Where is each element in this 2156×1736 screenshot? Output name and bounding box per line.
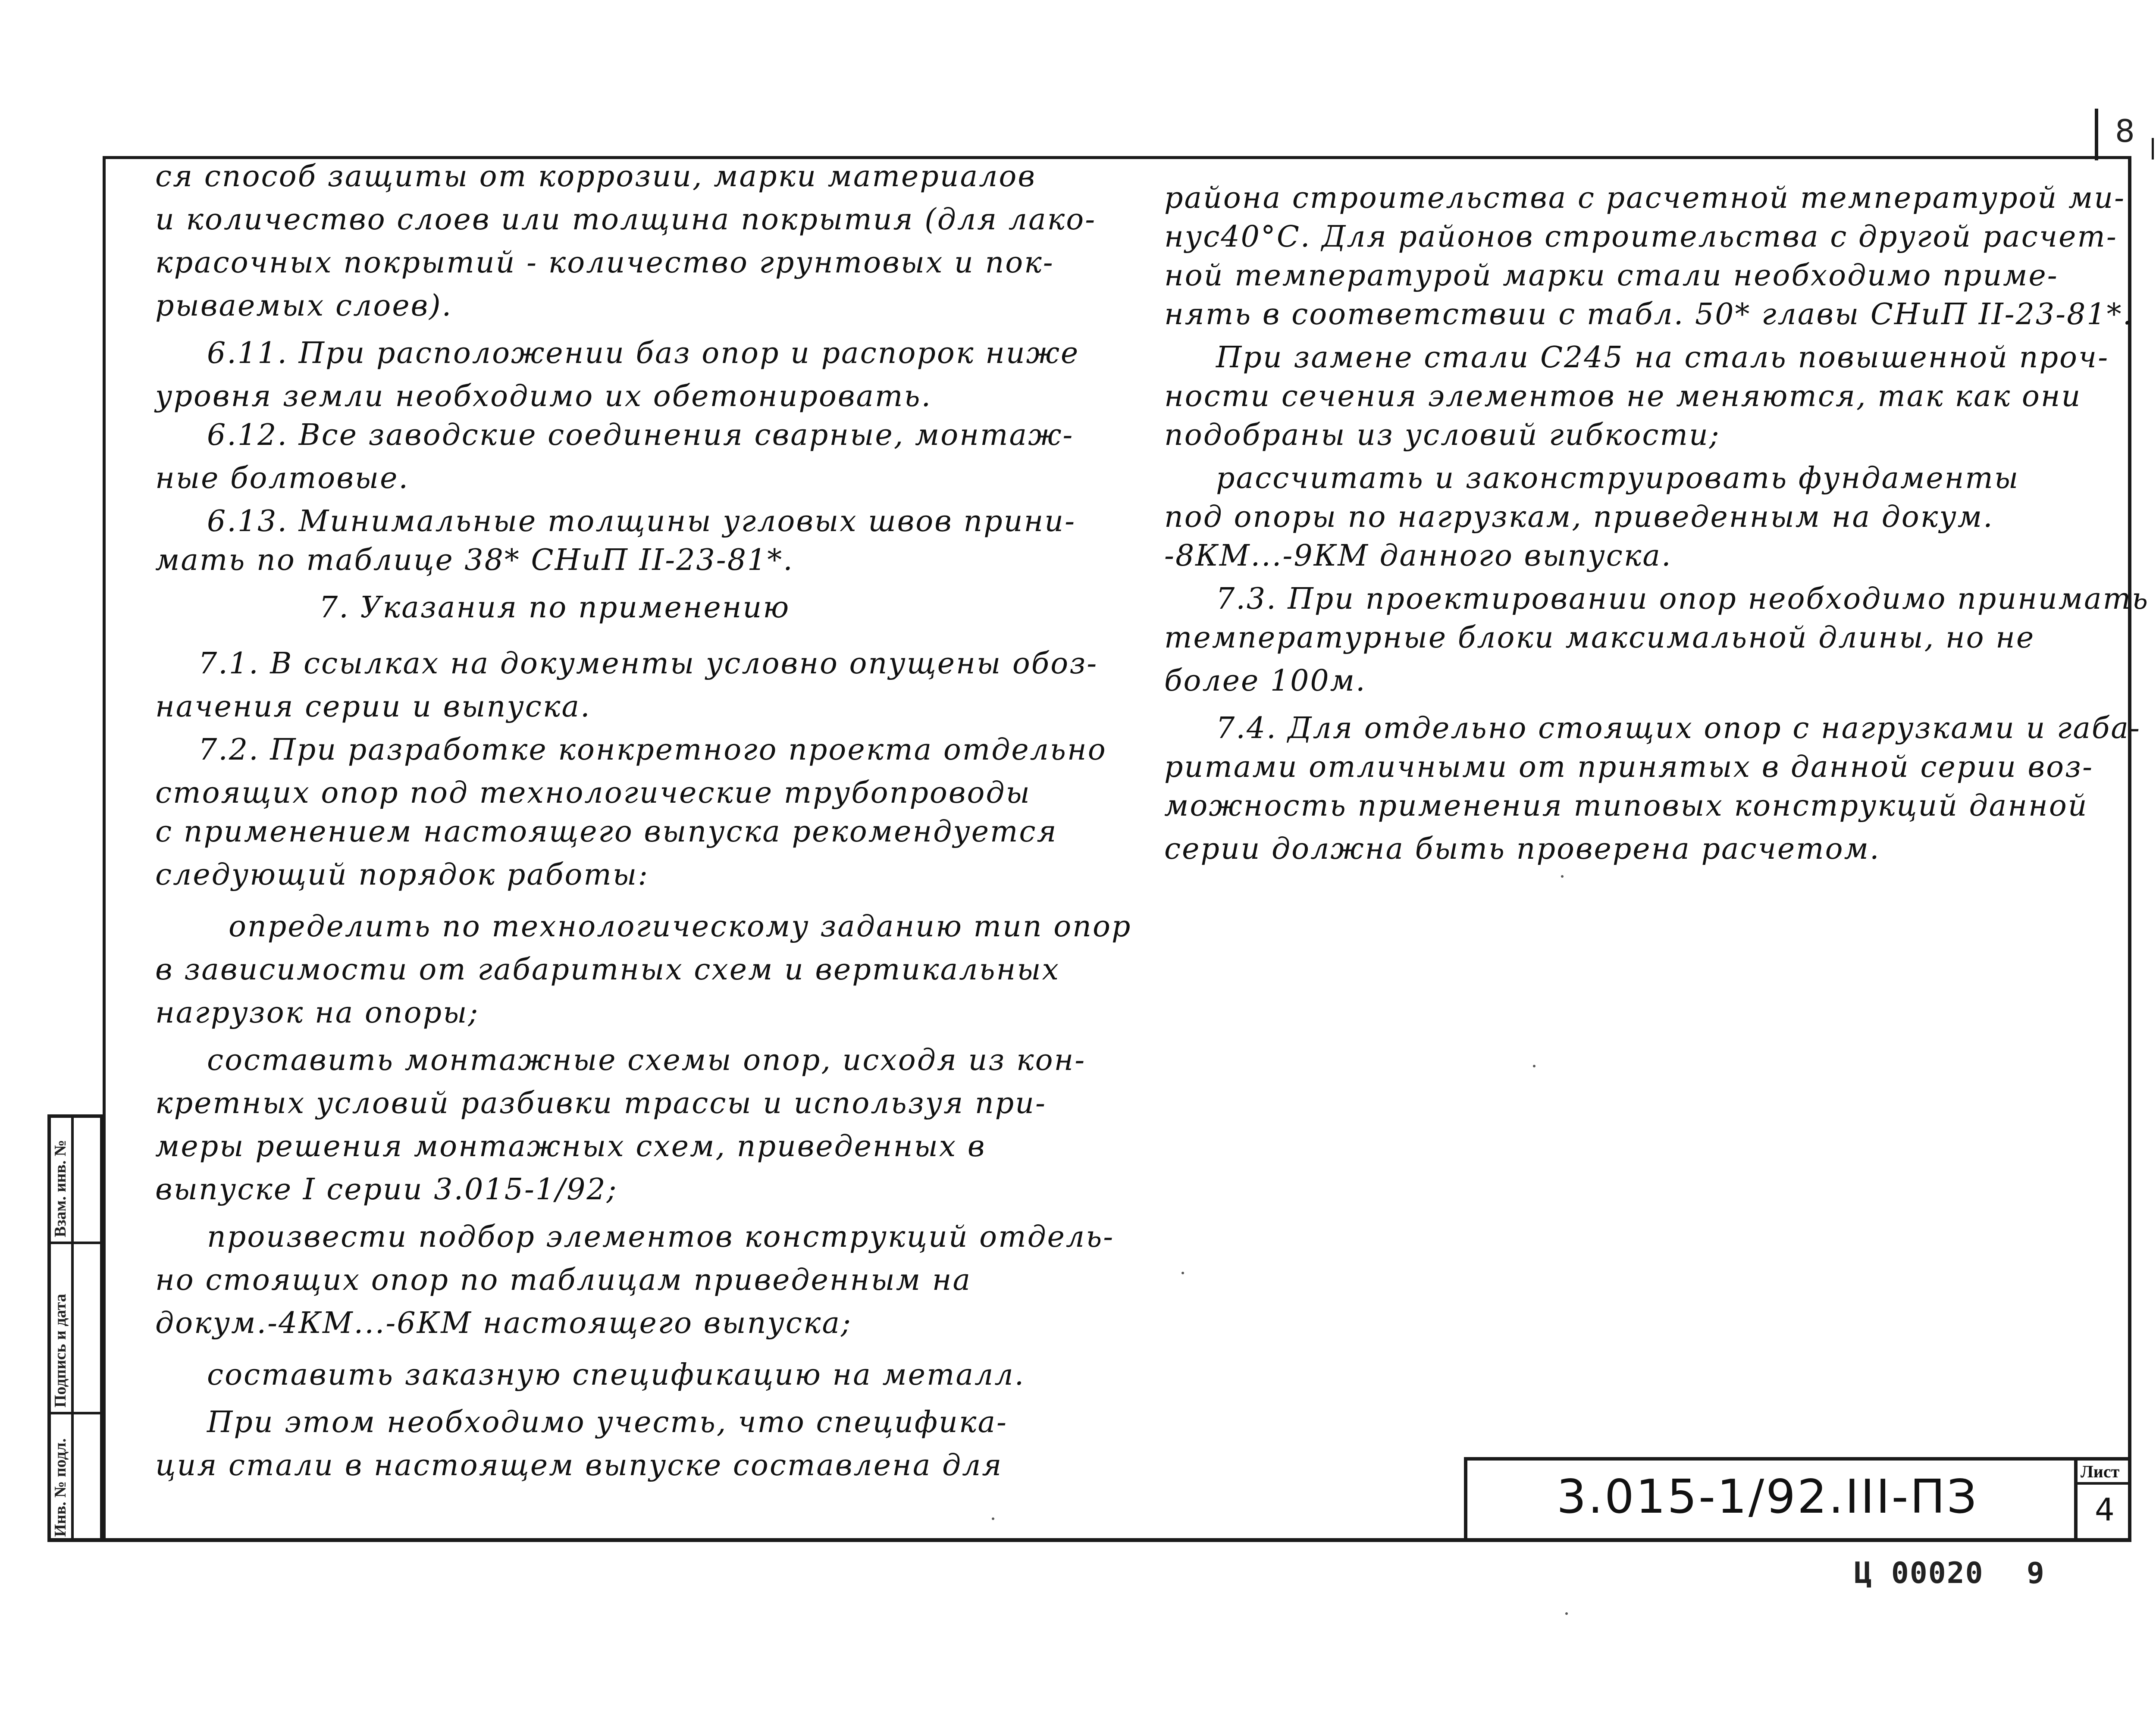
left-line-9: 6.13. Минимальные толщины угловых швов прини- [207, 504, 1076, 538]
left-line-22: кретных условий разбивки трассы и используя при- [155, 1086, 1047, 1120]
sheet-label-divider [2074, 1482, 2131, 1485]
right-line-5: При замене стали С245 на сталь повышенной проч- [1216, 341, 2109, 375]
left-line-1: ся способ защиты от коррозии, марки материалов [155, 160, 1036, 194]
right-line-17: серии должна быть проверена расчетом. [1164, 832, 1880, 866]
left-line-17: следующий порядок работы: [155, 858, 649, 892]
archive-code: Ц 00020 [1854, 1556, 1984, 1590]
side-stamp-divider-vertical [71, 1114, 74, 1542]
page-number-top: 8 [2115, 113, 2135, 149]
scan-speck [1181, 1272, 1184, 1274]
right-line-9: под опоры по нагрузкам, приведенным на докум. [1164, 500, 1994, 534]
right-line-1: района строительства с расчетной температурой ми- [1164, 181, 2126, 215]
title-block-divider [2074, 1457, 2078, 1542]
left-line-12: 7.1. В ссылках на документы условно опущены обоз- [198, 647, 1098, 681]
footer-page-number: 9 [2027, 1556, 2045, 1590]
left-line-14: 7.2. При разработке конкретного проекта отдельно [198, 733, 1107, 767]
document-code: 3.015-1/92.III-ПЗ [1557, 1470, 1978, 1524]
left-line-24: выпуске I серии 3.015-1/92; [155, 1173, 618, 1207]
right-line-10: -8КМ...-9КМ данного выпуска. [1164, 539, 1672, 573]
right-text-column [1164, 181, 2150, 914]
right-line-11: 7.3. При проектировании опор необходимо принимать [1216, 582, 2150, 616]
left-line-15: стоящих опор под технологические трубопроводы [155, 776, 1031, 810]
right-line-15: ритами отличными от принятых в данной серии воз- [1164, 750, 2094, 784]
right-line-2: нус40°С. Для районов строительства с другой расчет- [1164, 220, 2118, 254]
left-line-7: 6.12. Все заводские соединения сварные, монтаж- [207, 418, 1074, 452]
left-line-20: нагрузок на опоры; [155, 996, 479, 1030]
right-line-6: ности сечения элементов не меняются, так как они [1164, 379, 2082, 413]
side-stamp-divider-1 [47, 1242, 103, 1244]
sheet-number: 4 [2095, 1492, 2115, 1528]
scan-speck [1533, 1065, 1536, 1067]
scan-speck [992, 1517, 994, 1520]
left-line-30: ция стали в настоящем выпуске составлена для [155, 1448, 1003, 1483]
left-line-21: составить монтажные схемы опор, исходя из кон- [207, 1043, 1086, 1077]
side-label-inventory-number: Инв. № подл. [51, 1438, 69, 1537]
right-line-12: температурные блоки максимальной длины, но не [1164, 621, 2035, 655]
left-line-3: красочных покрытий - количество грунтовых и пок- [155, 246, 1054, 280]
page-number-divider [2095, 109, 2098, 160]
left-line-27: докум.-4КМ...-6КМ настоящего выпуска; [155, 1306, 852, 1340]
right-line-16: можность применения типовых конструкций данной [1164, 789, 2088, 823]
left-line-25: произвести подбор элементов конструкций отдель- [207, 1220, 1115, 1254]
side-stamp-divider-2 [47, 1412, 103, 1414]
left-line-19: в зависимости от габаритных схем и вертикальных [155, 953, 1060, 987]
left-line-26: но стоящих опор по таблицам приведенным на [155, 1263, 972, 1297]
left-line-28: составить заказную спецификацию на металл. [207, 1358, 1025, 1392]
left-line-6: уровня земли необходимо их обетонировать. [155, 379, 932, 413]
right-line-4: нять в соответствии с табл. 50* главы СНиП II-23-81*. [1164, 297, 2134, 332]
sheet-label: Лист [2081, 1462, 2120, 1481]
right-line-13: более 100м. [1164, 664, 1366, 698]
left-line-18: определить по технологическому заданию тип опор [229, 910, 1132, 944]
page-number-tick [2152, 138, 2154, 160]
left-line-10: мать по таблице 38* СНиП II-23-81*. [155, 543, 794, 577]
right-line-3: ной температурой марки стали необходимо приме- [1164, 259, 2059, 293]
left-line-5: 6.11. При расположении баз опор и распорок ниже [207, 336, 1080, 370]
left-line-16: с применением настоящего выпуска рекомендуется [155, 815, 1058, 849]
left-line-4: рываемых слоев). [155, 289, 453, 323]
section-7-heading: 7. Указания по применению [319, 591, 790, 625]
frame-top-border [103, 156, 2131, 159]
frame-right-border [2128, 156, 2131, 1542]
right-line-7: подобраны из условий гибкости; [1164, 418, 1720, 452]
left-line-23: меры решения монтажных схем, приведенных в [155, 1129, 986, 1164]
scan-speck [1561, 875, 1564, 878]
left-text-column [155, 160, 1132, 1526]
left-line-2: и количество слоев или толщина покрытия (для лако- [155, 203, 1097, 237]
left-line-8: ные болтовые. [155, 461, 410, 495]
scan-speck [1565, 1612, 1568, 1615]
right-line-8: рассчитать и законструировать фундаменты [1216, 461, 2020, 495]
left-line-29: При этом необходимо учесть, что специфика- [207, 1405, 1008, 1439]
side-label-signature-date: Подпись и дата [51, 1294, 69, 1408]
left-line-13: начения серии и выпуска. [155, 690, 591, 724]
side-label-replacement-inventory: Взам. инв. № [51, 1140, 69, 1237]
right-line-14: 7.4. Для отдельно стоящих опор с нагрузками и габа- [1216, 711, 2141, 745]
